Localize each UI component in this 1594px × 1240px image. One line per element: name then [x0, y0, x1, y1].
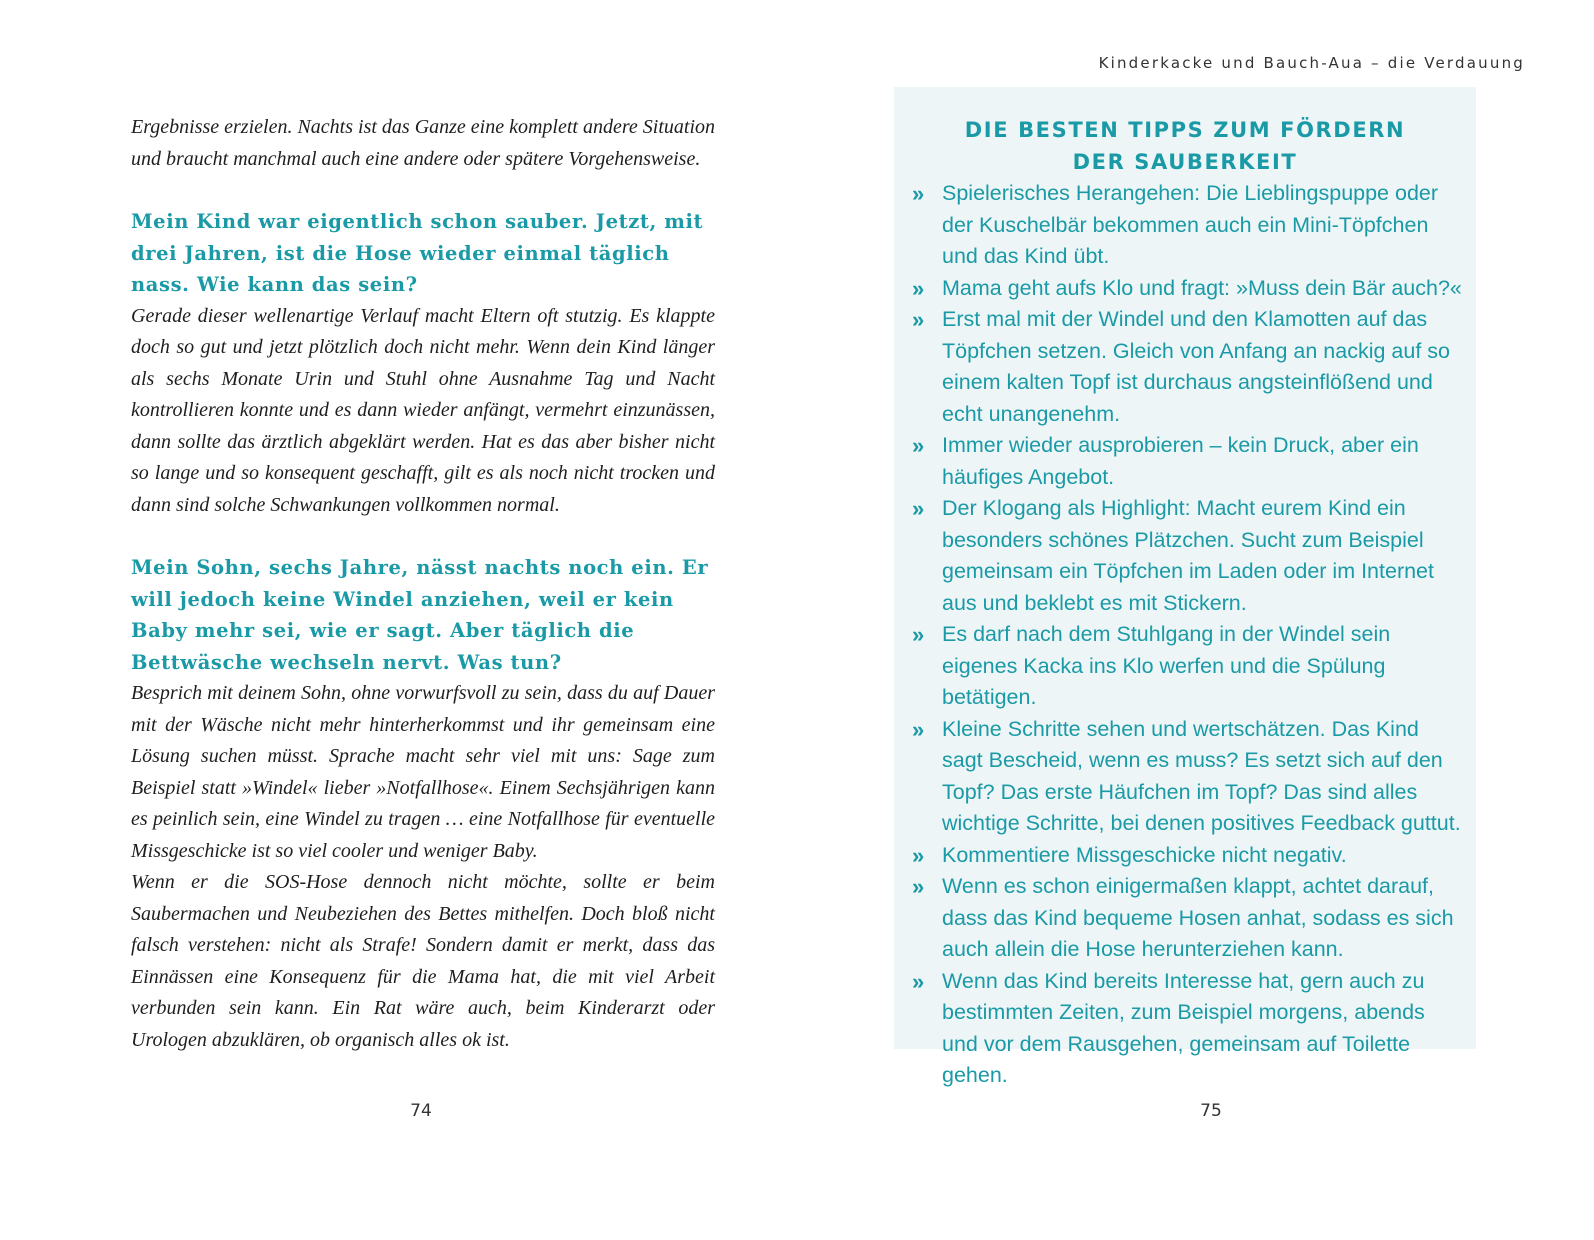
- page-number-right: 75: [1200, 1101, 1222, 1121]
- bullet-marker-icon: »: [912, 874, 925, 899]
- tip-text: Mama geht aufs Klo und fragt: »Muss dein Bär auch?«: [942, 275, 1462, 300]
- tips-list: [894, 178, 1476, 1092]
- bullet-marker-icon: »: [912, 842, 925, 868]
- tip-text: Der Klogang als Highlight: Macht eurem Kind ein besonders schönes Plätzchen. Sucht zum Beispiel gemeinsam ein Töpfchen im Laden oder im Internet aus und beklebt es mit Stickern.: [942, 496, 1434, 615]
- tip-item: [912, 493, 1462, 619]
- tip-text: Wenn es schon einigermaßen klappt, achtet darauf, dass das Kind bequeme Hosen anhat, sodass es sich auch allein die Hose herunterziehen kann.: [942, 874, 1454, 961]
- tips-title-line-2: DER SAUBERKEIT: [1072, 150, 1298, 174]
- bullet-marker-icon: »: [912, 433, 925, 458]
- tip-item: [912, 966, 1462, 1092]
- bullet-marker-icon: »: [912, 716, 925, 742]
- tip-text: Wenn das Kind bereits Interesse hat, gern auch zu bestimmten Zeiten, zum Beispiel morgens, abends und vor dem Rausgehen, gemeinsam auf Toilette gehen.: [942, 968, 1425, 1087]
- bullet-marker-icon: »: [912, 622, 925, 647]
- bullet-marker-icon: »: [912, 307, 925, 332]
- answer-paragraph-1: Gerade dieser wellenartige Verlauf macht Eltern oft stutzig. Es klappte doch so gut und jetzt plötzlich doch nicht mehr. Wenn dein Kind länger als sechs Monate Urin und Stuhl ohne Ausnahme Tag und Nacht kontrollieren konnte und es dann wieder anfängt, vermehrt einzunässen, dann sollte das ärztlich abgeklärt werden. Hat es das aber bisher nicht so lange und so konsequent geschafft, gilt es als noch nicht trocken und dann sind solche Schwankungen vollkommen normal.: [131, 304, 715, 516]
- answer-paragraph-2a: Besprich mit deinem Sohn, ohne vorwurfsvoll zu sein, dass du auf Dauer mit der Wäsche nicht mehr hinterherkommst und ihr gemeinsam eine Lösung suchen müsst. Sprache macht sehr viel mit uns: Sage zum Beispiel statt »Windel« lieber »Notfallhose«. Einem Sechsjährigen kann es peinlich sein, eine Windel zu tragen … eine Notfallhose für eventuelle Missgeschicke ist so viel cooler und weniger Baby.: [131, 682, 715, 862]
- tip-item: [912, 619, 1462, 714]
- answer-paragraph-2b: Wenn er die SOS-Hose dennoch nicht möchte, sollte er beim Saubermachen und Neubeziehen des Bettes mithelfen. Doch bloß nicht falsch verstehen: nicht als Strafe! Sondern damit er merkt, dass das Einnässen eine Konsequenz für die Mama hat, die mit viel Arbeit verbunden sein kann. Ein Rat wäre auch, beim Kinderarzt oder Urologen abzuklären, ob organisch alles ok ist.: [131, 871, 715, 1051]
- tip-text: Kleine Schritte sehen und wertschätzen. Das Kind sagt Bescheid, wenn es muss? Es setzt sich auf den Topf? Das erste Häufchen im Topf? Das sind alles wichtige Schritte, bei denen positives Feedback guttut.: [942, 716, 1461, 835]
- tips-box: [894, 87, 1476, 1087]
- tip-text: Es darf nach dem Stuhlgang in der Windel sein eigenes Kacka ins Klo werfen und die Spülung betätigen.: [942, 622, 1391, 709]
- bullet-marker-icon: »: [912, 181, 925, 206]
- tips-box-title: [894, 87, 1476, 178]
- tip-item: [912, 840, 1462, 872]
- tip-item: [912, 871, 1462, 966]
- tip-item: [912, 304, 1462, 430]
- tip-item: [912, 273, 1462, 305]
- right-page: [797, 0, 1594, 1240]
- page-number-left: 74: [410, 1101, 432, 1121]
- tip-text: Immer wieder ausprobieren – kein Druck, aber ein häufiges Angebot.: [942, 433, 1419, 489]
- tip-item: [912, 714, 1462, 840]
- question-heading-2: Mein Sohn, sechs Jahre, nässt nachts noch ein. Er will jedoch keine Windel anziehen, weil er kein Baby mehr sei, wie er sagt. Aber täglich die Bettwäsche wechseln nervt. Was tun?: [131, 556, 709, 674]
- bullet-marker-icon: »: [912, 968, 925, 994]
- running-head: Kinderkacke und Bauch-Aua – die Verdauung: [1098, 54, 1525, 72]
- tip-text: Spielerisches Herangehen: Die Lieblingspuppe oder der Kuschelbär bekommen auch ein Mini-Töpfchen und das Kind übt.: [942, 181, 1439, 268]
- tip-item: [912, 178, 1462, 273]
- bullet-marker-icon: »: [912, 496, 925, 521]
- tip-text: Erst mal mit der Windel und den Klamotten auf das Töpfchen setzen. Gleich von Anfang an nackig auf so einem kalten Topf ist durchaus angsteinflößend und echt unangenehm.: [942, 307, 1450, 426]
- tips-title-line-1: DIE BESTEN TIPPS ZUM FÖRDERN: [964, 118, 1406, 142]
- left-text-column: [131, 112, 715, 1056]
- tip-text: Kommentiere Missgeschicke nicht negativ.: [942, 842, 1347, 867]
- question-heading-1: Mein Kind war eigentlich schon sauber. Jetzt, mit drei Jahren, ist die Hose wieder einmal täglich nass. Wie kann das sein?: [131, 210, 704, 296]
- bullet-marker-icon: »: [912, 275, 925, 301]
- tip-item: [912, 430, 1462, 493]
- intro-paragraph: Ergebnisse erzielen. Nachts ist das Ganze eine komplett andere Situation und braucht manchmal auch eine andere oder spätere Vorgehensweise.: [131, 116, 715, 170]
